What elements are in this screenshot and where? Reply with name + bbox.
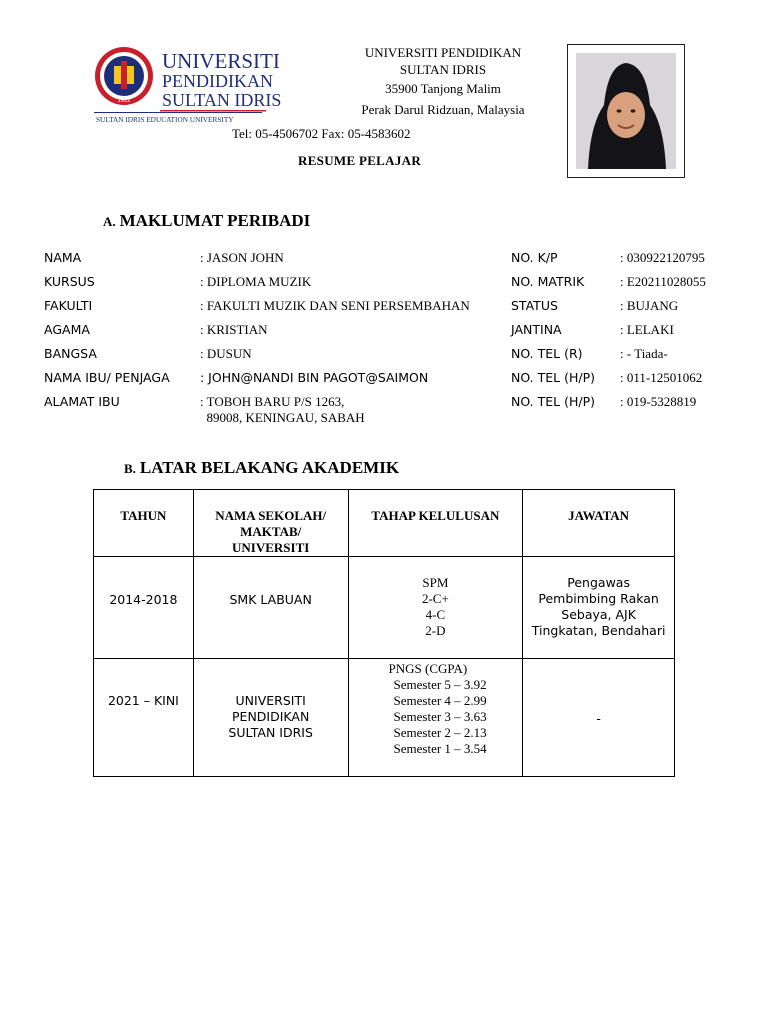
label-status: STATUS <box>511 298 558 313</box>
value-no-kp: : 030922120795 <box>620 250 705 265</box>
table-row <box>94 659 675 777</box>
section-a-heading <box>103 211 310 231</box>
header-tahun: TAHUN <box>94 490 194 557</box>
header-tahap-kelulusan: TAHAP KELULUSAN <box>348 490 523 557</box>
address-line-1: 35900 Tanjong Malim <box>385 81 501 96</box>
cell-tahun: 2014-2018 <box>94 557 194 659</box>
value-fakulti: : FAKULTI MUZIK DAN SENI PERSEMBAHAN <box>200 298 470 313</box>
table-row <box>94 557 675 659</box>
cell-tahun: 2021 – KINI <box>94 659 194 777</box>
cell-kelulusan: PNGS (CGPA) Semester 5 – 3.92 Semester 4 – 2.99 Semester 3 – 3.63 Semester 2 – 2.13 Semester 1 – 3.54 <box>348 659 523 777</box>
value-agama: : KRISTIAN <box>200 322 268 337</box>
value-no-tel-hp-1: : 011-12501062 <box>620 370 703 385</box>
label-kursus: KURSUS <box>44 274 95 289</box>
label-jantina: JANTINA <box>511 322 562 337</box>
label-bangsa: BANGSA <box>44 346 97 361</box>
section-b-heading <box>124 458 399 478</box>
label-agama: AGAMA <box>44 322 90 337</box>
cell-sekolah: UNIVERSITI PENDIDIKAN SULTAN IDRIS <box>193 659 348 777</box>
label-no-kp: NO. K/P <box>511 250 558 265</box>
address-line-2: Perak Darul Ridzuan, Malaysia <box>361 102 525 117</box>
value-bangsa: : DUSUN <box>200 346 252 361</box>
section-b-letter: B. <box>124 461 136 476</box>
value-nama-ibu: : JOHN@NANDI BIN PAGOT@SAIMON <box>200 370 429 385</box>
cell-kelulusan: SPM 2-C+ 4-C 2-D <box>348 557 523 659</box>
cell-jawatan: - <box>523 659 675 777</box>
value-nama: : JASON JOHN <box>200 250 284 265</box>
student-photo <box>567 44 685 178</box>
university-address <box>318 44 568 118</box>
label-no-matrik: NO. MATRIK <box>511 274 585 289</box>
cell-jawatan: Pengawas Pembimbing Rakan Sebaya, AJK Tingkatan, Bendahari <box>523 557 675 659</box>
section-b-title: LATAR BELAKANG AKADEMIK <box>139 458 400 477</box>
section-a-title: MAKLUMAT PERIBADI <box>119 211 311 230</box>
value-kursus: : DIPLOMA MUZIK <box>200 274 312 289</box>
academic-table <box>93 489 675 777</box>
university-name-2: SULTAN IDRIS <box>399 62 487 77</box>
label-fakulti: FAKULTI <box>44 298 93 313</box>
value-status: : BUJANG <box>620 298 679 313</box>
svg-text:SULTAN IDRIS: SULTAN IDRIS <box>162 90 282 110</box>
label-nama-ibu: NAMA IBU/ PENJAGA <box>44 370 170 385</box>
value-jantina: : LELAKI <box>620 322 674 337</box>
svg-text:UNIVERSITI: UNIVERSITI <box>162 49 280 73</box>
value-alamat-ibu: : TOBOH BARU P/S 1263, <box>200 394 345 409</box>
value-no-tel-r: : - Tiada- <box>620 346 668 361</box>
section-a-letter: A. <box>103 214 116 229</box>
value-alamat-ibu-line2: 89008, KENINGAU, SABAH <box>200 410 365 425</box>
svg-text:SULTAN IDRIS EDUCATION UNIVERS: SULTAN IDRIS EDUCATION UNIVERSITY <box>96 115 234 124</box>
label-no-tel-hp-2: NO. TEL (H/P) <box>511 394 596 409</box>
value-no-matrik: : E20211028055 <box>620 274 706 289</box>
svg-text:PENDIDIKAN: PENDIDIKAN <box>162 71 273 91</box>
telephone-fax: Tel: 05-4506702 Fax: 05-4583602 <box>232 126 411 141</box>
label-nama: NAMA <box>44 250 82 265</box>
cell-sekolah: SMK LABUAN <box>193 557 348 659</box>
university-name-1: UNIVERSITI PENDIDIKAN <box>364 45 522 60</box>
label-no-tel-r: NO. TEL (R) <box>511 346 583 361</box>
value-no-tel-hp-2: : 019-5328819 <box>620 394 697 409</box>
header-nama-sekolah: NAMA SEKOLAH/ MAKTAB/ UNIVERSITI <box>193 490 348 557</box>
table-header-row <box>94 490 675 557</box>
svg-text:1922: 1922 <box>117 98 131 104</box>
header-jawatan: JAWATAN <box>523 490 675 557</box>
page-title: RESUME PELAJAR <box>298 153 422 168</box>
university-logo <box>92 46 282 126</box>
label-no-tel-hp-1: NO. TEL (H/P) <box>511 370 596 385</box>
label-alamat-ibu: ALAMAT IBU <box>44 394 120 409</box>
